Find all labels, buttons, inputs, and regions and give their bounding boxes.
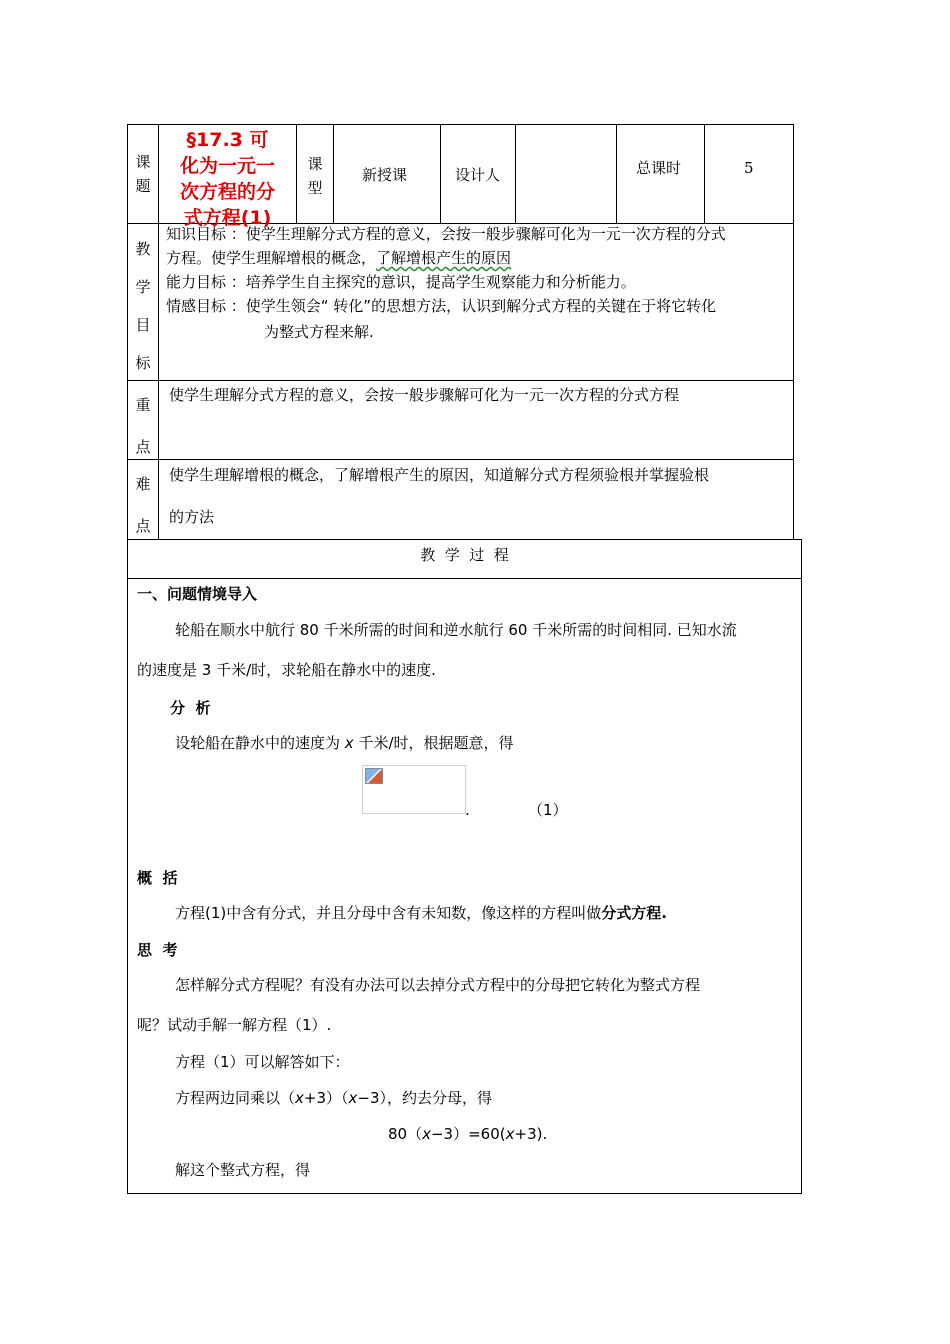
objective-text: 方程。使学生理解增根的概念， xyxy=(166,249,377,267)
solve-next: 解这个整式方程，得 xyxy=(175,1161,311,1179)
solve-eq-c: −3）=60( xyxy=(430,1125,506,1143)
designer-label: 设计人 xyxy=(455,166,501,184)
process-heading: 教 学 过 程 xyxy=(420,546,509,564)
variable-x: x xyxy=(505,1125,515,1143)
table-border xyxy=(127,539,802,540)
variable-x: x xyxy=(422,1125,431,1143)
difficulty-text: 使学生理解增根的概念，了解增根产生的原因，知道解分式方程须验根并掌握验根 xyxy=(169,466,710,484)
label-char: 教 xyxy=(135,240,151,258)
lesson-type-label xyxy=(305,152,325,200)
solve-step-a: 方程两边同乘以（ xyxy=(175,1089,296,1107)
label-char: 学 xyxy=(135,278,151,296)
objective-knowledge: 知识目标 ：使学生理解分式方程的意义，会按一般步骤解可化为一元一次方程的分式 xyxy=(166,225,726,243)
lesson-type-value: 新授课 xyxy=(362,166,408,184)
table-border xyxy=(515,124,516,224)
solve-intro: 方程（1）可以解答如下： xyxy=(175,1053,350,1071)
key-point-text: 使学生理解分式方程的意义，会按一般步骤解可化为一元一次方程的分式方程 xyxy=(169,386,680,404)
equation-image xyxy=(362,765,466,814)
think-title: 思 考 xyxy=(137,941,178,959)
label-char: 标 xyxy=(135,354,151,372)
table-border xyxy=(127,124,794,125)
variable-x: x xyxy=(344,734,354,752)
total-hours-value: 5 xyxy=(744,159,754,177)
equation-dot: . xyxy=(465,801,470,819)
table-border xyxy=(127,1193,802,1194)
objective-knowledge-cont xyxy=(166,248,511,268)
solve-step-e: −3），约去分母，得 xyxy=(357,1089,493,1107)
table-border xyxy=(801,539,802,1194)
section-title: 一、问题情境导入 xyxy=(137,585,258,603)
summary-term: 分式方程. xyxy=(601,904,667,922)
problem-text-cont: 的速度是 3 千米/时，求轮船在静水中的速度. xyxy=(137,661,436,679)
analysis-title: 分 析 xyxy=(170,699,211,717)
analysis-text-a: 设轮船在静水中的速度为 xyxy=(175,734,345,752)
table-border xyxy=(127,578,802,579)
table-border xyxy=(296,124,297,224)
think-text: 怎样解分式方程呢？有没有办法可以去掉分式方程中的分母把它转化为整式方程 xyxy=(175,976,701,994)
solve-equation xyxy=(388,1124,547,1144)
table-border xyxy=(704,124,705,224)
objective-text-underlined: 了解增根产生的原因 xyxy=(376,249,512,267)
lesson-title-line: 化为一元一 xyxy=(179,155,275,177)
table-border xyxy=(616,124,617,224)
variable-x: x xyxy=(295,1089,304,1107)
table-border xyxy=(127,380,794,381)
lesson-title-line: 次方程的分 xyxy=(179,181,275,203)
solve-step xyxy=(175,1088,492,1108)
problem-text: 轮船在顺水中航行 80 千米所需的时间和逆水航行 60 千米所需的时间相同. 已知水流 xyxy=(175,621,737,639)
topic-label: 课题 xyxy=(135,153,151,195)
analysis-text-b: 千米/时，根据题意，得 xyxy=(353,734,514,752)
difficulty-label xyxy=(133,463,153,547)
total-hours-label: 总课时 xyxy=(636,159,682,177)
label-char: 目 xyxy=(135,316,151,334)
table-border xyxy=(127,459,794,460)
table-border xyxy=(440,124,441,224)
broken-image-icon xyxy=(365,768,383,784)
solve-step-c: +3）（ xyxy=(303,1089,349,1107)
summary-text-a: 方程(1)中含有分式，并且分母中含有未知数，像这样的方程叫做 xyxy=(175,904,602,922)
table-border xyxy=(127,124,128,1194)
objective-emotion: 情感目标 ：使学生领会“ 转化”的思想方法，认识到解分式方程的关键在于将它转化 xyxy=(166,297,717,315)
solve-eq-a: 80（ xyxy=(388,1125,423,1143)
objective-ability: 能力目标 ：培养学生自主探究的意识，提高学生观察能力和分析能力。 xyxy=(166,273,636,291)
difficulty-text-cont: 的方法 xyxy=(169,508,215,526)
solve-eq-e: +3). xyxy=(514,1125,548,1143)
think-text-cont: 呢？试动手解一解方程（1）. xyxy=(137,1016,332,1034)
label-char: 课 xyxy=(307,155,323,173)
label-char: 型 xyxy=(307,179,323,197)
label-char: 点 xyxy=(135,438,151,456)
lesson-title xyxy=(159,127,296,231)
label-char: 难 xyxy=(135,475,151,493)
objectives-label xyxy=(133,230,153,382)
objectives-content xyxy=(166,224,793,344)
objective-emotion-cont: 为整式方程来解. xyxy=(264,323,374,341)
lesson-title-line: §17.3 可 xyxy=(186,129,269,151)
table-border xyxy=(333,124,334,224)
key-point-label xyxy=(133,384,153,468)
table-border xyxy=(793,124,794,539)
summary-text xyxy=(175,903,667,923)
label-char: 点 xyxy=(135,517,151,535)
lesson-title-line: 式方程(1) xyxy=(183,207,272,229)
label-char: 重 xyxy=(135,396,151,414)
equation-number: （1） xyxy=(528,801,568,819)
variable-x: x xyxy=(348,1089,358,1107)
summary-title: 概 括 xyxy=(137,869,178,887)
analysis-text xyxy=(175,733,514,753)
